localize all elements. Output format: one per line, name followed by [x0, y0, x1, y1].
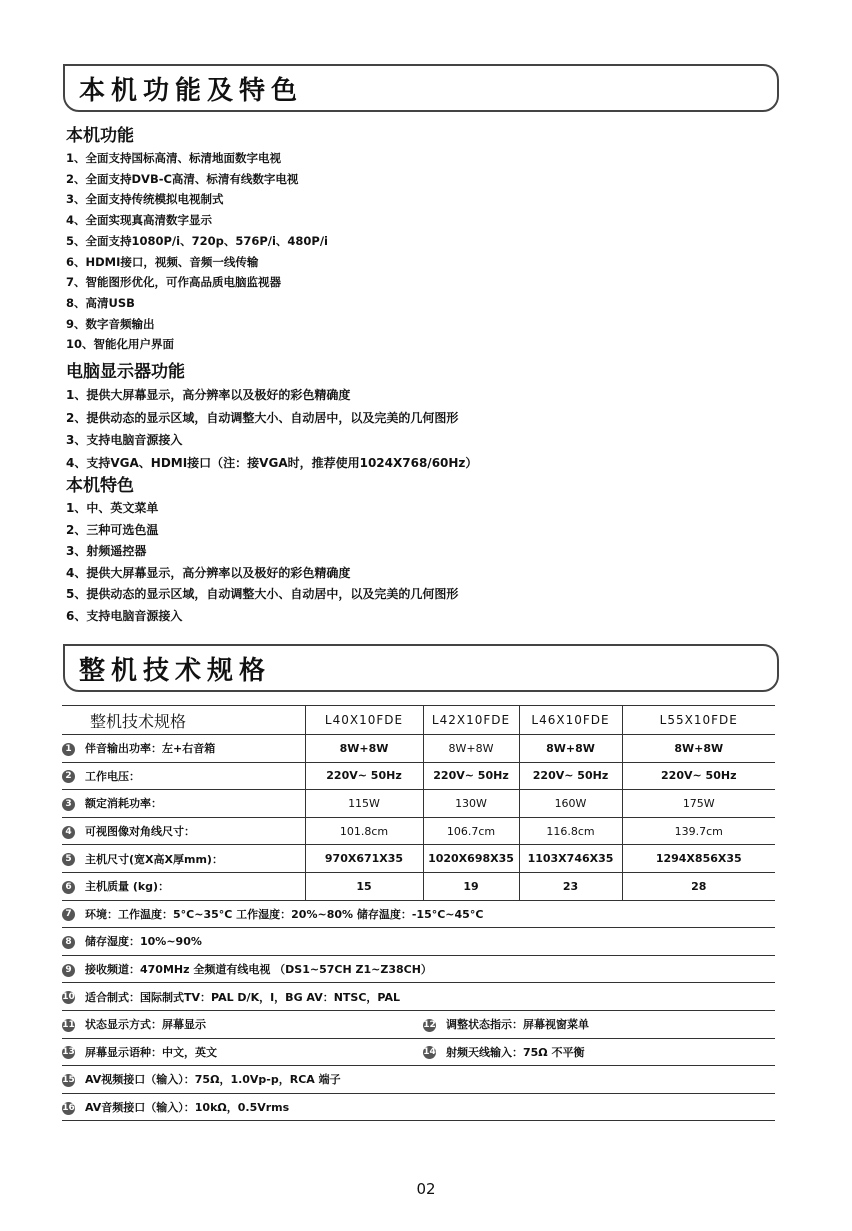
list-item: 3、支持电脑音源接入	[66, 433, 183, 447]
list-item: 4、全面实现真高清数字显示	[66, 213, 213, 228]
list-item: 3、射频遥控器	[66, 544, 147, 558]
table-row	[62, 1093, 775, 1121]
row-number-badge: 6	[62, 881, 75, 894]
row-number-badge: 4	[62, 826, 75, 839]
spec-note-text: 接收频道：470MHz 全频道有线电视 （DS1~57CH Z1~Z38CH）	[85, 963, 432, 977]
page-number: 02	[416, 1180, 436, 1198]
list-item: 1、提供大屏幕显示，高分辨率以及极好的彩色精确度	[66, 388, 351, 402]
list-item: 2、三种可选色温	[66, 522, 159, 537]
spec-cell: 8W+8W	[423, 735, 519, 763]
spec-label	[62, 790, 305, 818]
spec-note	[62, 983, 775, 1011]
spec-label-text: 主机质量 (kg)：	[85, 880, 170, 894]
spec-cell: 1020X698X35	[423, 845, 519, 873]
model-header: L55X10FDE	[622, 706, 775, 735]
list-item: 4、提供大屏幕显示，高分辨率以及极好的彩色精确度	[66, 565, 351, 580]
spec-cell: 116.8cm	[519, 817, 622, 845]
spec-note	[62, 1093, 775, 1121]
spec-label	[62, 762, 305, 790]
spec-cell: 220V~ 50Hz	[519, 762, 622, 790]
row-number-badge: 15	[62, 1074, 75, 1085]
features-title: 本机功能及特色	[79, 75, 304, 106]
spec-header-label: 整机技术规格	[62, 706, 305, 735]
spec-note	[62, 928, 775, 956]
spec-note-text: 射频天线输入：75Ω 不平衡	[446, 1045, 585, 1059]
model-header: L46X10FDE	[519, 706, 622, 735]
table-row	[62, 845, 775, 873]
table-row	[62, 1038, 775, 1066]
table-row	[62, 817, 775, 845]
list-item: 7、智能图形优化，可作高品质电脑监视器	[66, 275, 281, 290]
row-number-badge: 9	[62, 964, 75, 977]
spec-note	[423, 1038, 775, 1066]
model-header: L40X10FDE	[305, 706, 423, 735]
table-row	[62, 1010, 775, 1038]
spec-label-text: 主机尺寸(宽X高X厚mm)：	[85, 852, 223, 866]
spec-note	[62, 955, 775, 983]
table-row	[62, 1066, 775, 1094]
spec-cell: 220V~ 50Hz	[423, 762, 519, 790]
spec-cell: 115W	[305, 790, 423, 818]
spec-cell: 220V~ 50Hz	[305, 762, 423, 790]
pc-monitor-list	[66, 384, 477, 474]
spec-note-text: 适合制式：国际制式TV：PAL D/K，I，BG AV：NTSC，PAL	[85, 990, 400, 1004]
features-list	[66, 498, 458, 627]
table-row	[62, 955, 775, 983]
table-row	[62, 790, 775, 818]
spec-label	[62, 845, 305, 873]
list-item: 9、数字音频输出	[66, 316, 155, 331]
functions-section	[66, 124, 328, 355]
spec-cell: 175W	[622, 790, 775, 818]
row-number-badge: 3	[62, 798, 75, 811]
model-header: L42X10FDE	[423, 706, 519, 735]
spec-cell: 1103X746X35	[519, 845, 622, 873]
spec-cell: 970X671X35	[305, 845, 423, 873]
spec-label-text: 工作电压：	[85, 769, 140, 783]
pc-monitor-section	[66, 360, 477, 474]
specs-title: 整机技术规格	[79, 655, 272, 686]
spec-note	[423, 1010, 775, 1038]
list-item: 10、智能化用户界面	[66, 337, 175, 352]
spec-cell: 160W	[519, 790, 622, 818]
spec-note-text: AV音频接口（输入）：10kΩ，0.5Vrms	[85, 1101, 290, 1115]
spec-note	[62, 900, 775, 928]
row-number-badge: 14	[423, 1047, 436, 1058]
row-number-badge: 7	[62, 908, 75, 921]
list-item: 5、全面支持1080P/i、720p、576P/i、480P/i	[66, 233, 328, 248]
spec-cell: 15	[305, 872, 423, 900]
row-number-badge: 5	[62, 853, 75, 866]
table-row	[62, 735, 775, 763]
spec-label	[62, 872, 305, 900]
spec-note-text: 状态显示方式：屏幕显示	[85, 1018, 206, 1032]
spec-label-text: 可视图像对角线尺寸：	[85, 825, 195, 839]
table-row	[62, 928, 775, 956]
spec-cell: 19	[423, 872, 519, 900]
list-item: 6、HDMI接口，视频、音频一线传输	[66, 254, 259, 269]
spec-label	[62, 735, 305, 763]
spec-header-row	[62, 706, 775, 735]
spec-cell: 28	[622, 872, 775, 900]
functions-list	[66, 148, 328, 355]
list-item: 4、支持VGA、HDMI接口（注：接VGA时，推荐使用1024X768/60Hz）	[66, 455, 478, 470]
table-row	[62, 762, 775, 790]
row-number-badge: 12	[423, 1019, 436, 1030]
pc-monitor-heading: 电脑显示器功能	[66, 362, 185, 382]
spec-cell: 139.7cm	[622, 817, 775, 845]
functions-heading: 本机功能	[66, 126, 134, 146]
row-number-badge: 8	[62, 936, 75, 949]
spec-note-text: 调整状态指示：屏幕视窗菜单	[446, 1018, 589, 1032]
row-number-badge: 13	[62, 1047, 75, 1058]
table-row	[62, 872, 775, 900]
row-number-badge: 1	[62, 743, 75, 756]
list-item: 6、支持电脑音源接入	[66, 608, 183, 623]
specs-banner	[63, 644, 779, 692]
spec-label	[62, 817, 305, 845]
list-item: 3、全面支持传统模拟电视制式	[66, 192, 224, 207]
list-item: 1、全面支持国标高清、标清地面数字电视	[66, 151, 281, 165]
spec-cell: 8W+8W	[622, 735, 775, 763]
spec-table	[62, 705, 775, 1121]
spec-note	[62, 1066, 775, 1094]
spec-note-text: 环境：工作温度：5°C~35°C 工作湿度：20%~80% 储存温度：-15°C~45°C	[85, 907, 484, 921]
spec-note-text: 屏幕显示语种：中文，英文	[85, 1045, 217, 1059]
spec-cell: 1294X856X35	[622, 845, 775, 873]
row-number-badge: 10	[62, 992, 75, 1003]
spec-cell: 8W+8W	[519, 735, 622, 763]
spec-note-text: 储存湿度：10%~90%	[85, 935, 202, 949]
spec-cell: 106.7cm	[423, 817, 519, 845]
features-section	[66, 474, 458, 627]
spec-note-text: AV视频接口（输入）：75Ω，1.0Vp-p，RCA 端子	[85, 1073, 341, 1087]
list-item: 1、中、英文菜单	[66, 501, 159, 515]
row-number-badge: 16	[62, 1102, 75, 1113]
list-item: 8、高清USB	[66, 295, 135, 310]
features-heading: 本机特色	[66, 476, 134, 496]
table-row	[62, 983, 775, 1011]
spec-cell: 220V~ 50Hz	[622, 762, 775, 790]
spec-cell: 101.8cm	[305, 817, 423, 845]
spec-label-text: 伴音输出功率：左+右音箱	[85, 742, 216, 756]
spec-cell: 8W+8W	[305, 735, 423, 763]
row-number-badge: 2	[62, 770, 75, 783]
spec-label-text: 额定消耗功率：	[85, 797, 162, 811]
row-number-badge: 11	[62, 1019, 75, 1030]
features-banner	[63, 64, 779, 112]
list-item: 5、提供动态的显示区域，自动调整大小、自动居中，以及完美的几何图形	[66, 587, 459, 601]
spec-cell: 23	[519, 872, 622, 900]
spec-note	[62, 1010, 423, 1038]
list-item: 2、全面支持DVB-C高清、标清有线数字电视	[66, 171, 299, 186]
spec-note	[62, 1038, 423, 1066]
list-item: 2、提供动态的显示区域，自动调整大小、自动居中，以及完美的几何图形	[66, 410, 459, 425]
table-row	[62, 900, 775, 928]
spec-cell: 130W	[423, 790, 519, 818]
